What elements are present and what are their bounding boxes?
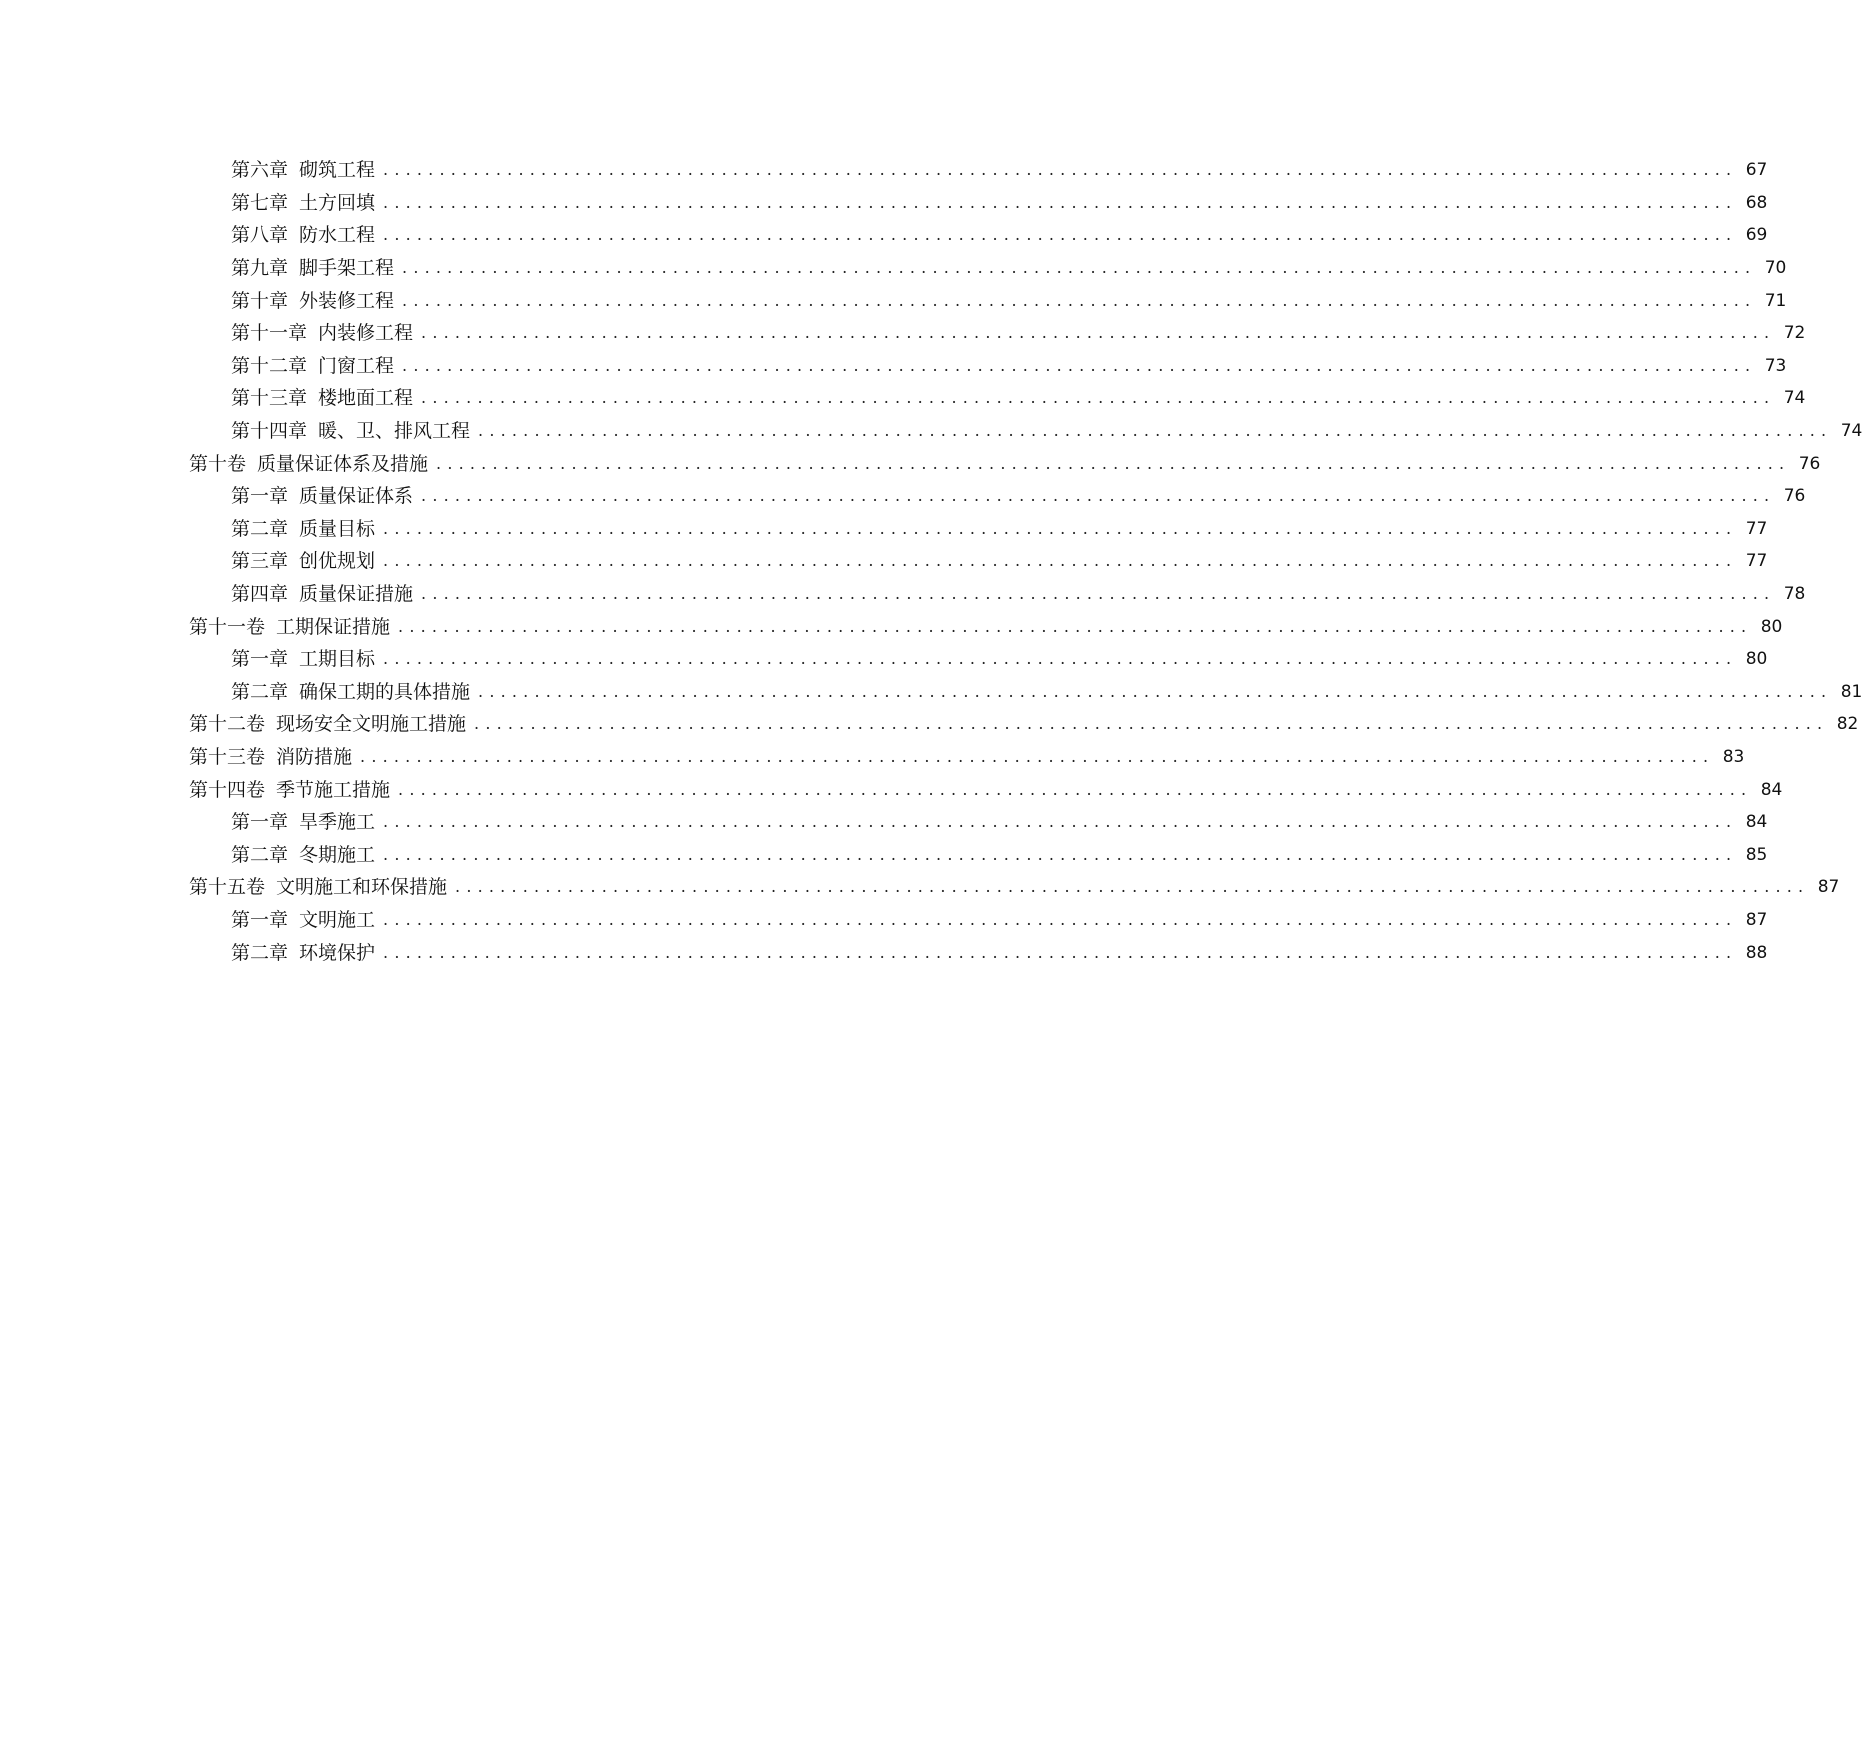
toc-entry[interactable] xyxy=(0,904,1768,937)
toc-page-number: 80 xyxy=(1760,616,1783,637)
dot-leader: ........................................................................................................................ xyxy=(383,812,1738,832)
toc-page-number: 68 xyxy=(1745,192,1768,213)
toc-entry[interactable] xyxy=(0,838,1768,871)
toc-page-number: 76 xyxy=(1783,486,1806,507)
toc-entry[interactable] xyxy=(0,871,1840,904)
dot-leader: ........................................................................................................................ xyxy=(478,421,1833,441)
toc-entry[interactable] xyxy=(0,415,1862,448)
toc-entry-title: 确保工期的具体措施 xyxy=(299,680,471,703)
dot-leader: ........................................................................................................................ xyxy=(383,909,1738,929)
dot-leader: ........................................................................................................................ xyxy=(360,746,1715,766)
toc-page-number: 76 xyxy=(1798,453,1821,474)
table-of-contents xyxy=(0,154,1862,969)
toc-entry[interactable] xyxy=(0,382,1806,415)
toc-entry-label: 第十章 xyxy=(231,289,289,312)
toc-entry-label: 第二章 xyxy=(231,941,289,964)
toc-entry[interactable] xyxy=(0,676,1862,709)
toc-page-number: 71 xyxy=(1764,290,1787,311)
toc-entry[interactable] xyxy=(0,219,1768,252)
toc-page-number: 77 xyxy=(1745,518,1768,539)
toc-entry-label: 第十三卷 xyxy=(189,745,266,768)
toc-entry-title: 质量保证措施 xyxy=(299,583,414,606)
toc-entry-label: 第四章 xyxy=(231,583,289,606)
toc-entry[interactable] xyxy=(0,578,1806,611)
toc-entry-title: 砌筑工程 xyxy=(299,159,376,182)
toc-entry-title: 土方回填 xyxy=(299,191,376,214)
toc-entry-title: 工期保证措施 xyxy=(276,615,391,638)
toc-entry-title: 质量保证体系 xyxy=(299,485,414,508)
toc-page-number: 81 xyxy=(1840,681,1862,702)
toc-entry-title: 防水工程 xyxy=(299,224,376,247)
toc-entry[interactable] xyxy=(0,154,1768,187)
toc-entry-title: 现场安全文明施工措施 xyxy=(276,713,467,736)
toc-entry-label: 第六章 xyxy=(231,159,289,182)
toc-entry-label: 第十四章 xyxy=(231,420,308,443)
toc-page-number: 74 xyxy=(1840,421,1862,442)
dot-leader: ........................................................................................................................ xyxy=(383,649,1738,669)
toc-entry-label: 第八章 xyxy=(231,224,289,247)
toc-entry-label: 第九章 xyxy=(231,257,289,280)
dot-leader: ........................................................................................................................ xyxy=(436,453,1791,473)
dot-leader: ........................................................................................................................ xyxy=(398,616,1753,636)
toc-entry-label: 第二章 xyxy=(231,680,289,703)
toc-entry[interactable] xyxy=(0,284,1787,317)
toc-entry-title: 环境保护 xyxy=(299,941,376,964)
toc-entry-label: 第十五卷 xyxy=(189,876,266,899)
toc-page-number: 87 xyxy=(1817,877,1840,898)
toc-entry[interactable] xyxy=(0,936,1768,969)
toc-entry-title: 内装修工程 xyxy=(318,322,414,345)
dot-leader: ........................................................................................................................ xyxy=(402,290,1757,310)
dot-leader: ........................................................................................................................ xyxy=(383,551,1738,571)
toc-entry[interactable] xyxy=(0,806,1768,839)
toc-entry[interactable] xyxy=(0,252,1787,285)
toc-entry-label: 第三章 xyxy=(231,550,289,573)
toc-entry[interactable] xyxy=(0,447,1821,480)
toc-page-number: 78 xyxy=(1783,584,1806,605)
toc-page-number: 83 xyxy=(1722,746,1745,767)
toc-entry[interactable] xyxy=(0,513,1768,546)
dot-leader: ........................................................................................................................ xyxy=(421,584,1776,604)
dot-leader: ........................................................................................................................ xyxy=(421,388,1776,408)
dot-leader: ........................................................................................................................ xyxy=(383,192,1738,212)
toc-page-number: 67 xyxy=(1745,160,1768,181)
dot-leader: ........................................................................................................................ xyxy=(398,779,1753,799)
toc-entry-title: 楼地面工程 xyxy=(318,387,414,410)
toc-page-number: 84 xyxy=(1760,779,1783,800)
toc-entry-title: 质量目标 xyxy=(299,517,376,540)
toc-entry[interactable] xyxy=(0,643,1768,676)
dot-leader: ........................................................................................................................ xyxy=(455,877,1810,897)
toc-entry-title: 文明施工 xyxy=(299,908,376,931)
toc-entry-label: 第十二章 xyxy=(231,354,308,377)
dot-leader: ........................................................................................................................ xyxy=(421,323,1776,343)
toc-entry-title: 冬期施工 xyxy=(299,843,376,866)
toc-entry-label: 第一章 xyxy=(231,811,289,834)
toc-entry[interactable] xyxy=(0,317,1806,350)
dot-leader: ........................................................................................................................ xyxy=(478,681,1833,701)
toc-entry-title: 外装修工程 xyxy=(299,289,395,312)
toc-entry-title: 暖、卫、排风工程 xyxy=(318,420,471,443)
toc-entry-title: 质量保证体系及措施 xyxy=(257,452,429,475)
toc-entry-title: 旱季施工 xyxy=(299,811,376,834)
toc-entry[interactable] xyxy=(0,350,1787,383)
dot-leader: ........................................................................................................................ xyxy=(421,486,1776,506)
toc-entry[interactable] xyxy=(0,480,1806,513)
toc-page-number: 72 xyxy=(1783,323,1806,344)
dot-leader: ........................................................................................................................ xyxy=(383,942,1738,962)
toc-entry[interactable] xyxy=(0,610,1783,643)
dot-leader: ........................................................................................................................ xyxy=(402,355,1757,375)
toc-entry-label: 第十二卷 xyxy=(189,713,266,736)
toc-entry-label: 第一章 xyxy=(231,908,289,931)
dot-leader: ........................................................................................................................ xyxy=(402,258,1757,278)
toc-entry-label: 第二章 xyxy=(231,843,289,866)
toc-entry-title: 消防措施 xyxy=(276,745,353,768)
toc-entry-label: 第十四卷 xyxy=(189,778,266,801)
dot-leader: ........................................................................................................................ xyxy=(383,844,1738,864)
dot-leader: ........................................................................................................................ xyxy=(383,518,1738,538)
toc-entry-label: 第一章 xyxy=(231,485,289,508)
toc-entry[interactable] xyxy=(0,741,1745,774)
toc-page-number: 87 xyxy=(1745,909,1768,930)
toc-entry[interactable] xyxy=(0,773,1783,806)
toc-entry-title: 创优规划 xyxy=(299,550,376,573)
toc-entry[interactable] xyxy=(0,187,1768,220)
toc-entry-title: 文明施工和环保措施 xyxy=(276,876,448,899)
toc-page-number: 70 xyxy=(1764,258,1787,279)
toc-entry-title: 门窗工程 xyxy=(318,354,395,377)
toc-page-number: 84 xyxy=(1745,812,1768,833)
toc-entry-label: 第十三章 xyxy=(231,387,308,410)
toc-entry-title: 工期目标 xyxy=(299,648,376,671)
toc-page-number: 80 xyxy=(1745,649,1768,670)
dot-leader: ........................................................................................................................ xyxy=(383,160,1738,180)
dot-leader: ........................................................................................................................ xyxy=(383,225,1738,245)
toc-entry-title: 季节施工措施 xyxy=(276,778,391,801)
toc-page-number: 73 xyxy=(1764,355,1787,376)
toc-entry-label: 第一章 xyxy=(231,648,289,671)
toc-entry-label: 第十一章 xyxy=(231,322,308,345)
toc-entry[interactable] xyxy=(0,708,1859,741)
toc-page-number: 82 xyxy=(1836,714,1859,735)
toc-page-number: 85 xyxy=(1745,844,1768,865)
toc-entry-label: 第十一卷 xyxy=(189,615,266,638)
toc-page-number: 88 xyxy=(1745,942,1768,963)
toc-entry-label: 第十卷 xyxy=(189,452,247,475)
toc-entry[interactable] xyxy=(0,545,1768,578)
toc-entry-label: 第二章 xyxy=(231,517,289,540)
toc-page-number: 69 xyxy=(1745,225,1768,246)
dot-leader: ........................................................................................................................ xyxy=(474,714,1829,734)
toc-page-number: 74 xyxy=(1783,388,1806,409)
toc-entry-title: 脚手架工程 xyxy=(299,257,395,280)
toc-entry-label: 第七章 xyxy=(231,191,289,214)
toc-page-number: 77 xyxy=(1745,551,1768,572)
